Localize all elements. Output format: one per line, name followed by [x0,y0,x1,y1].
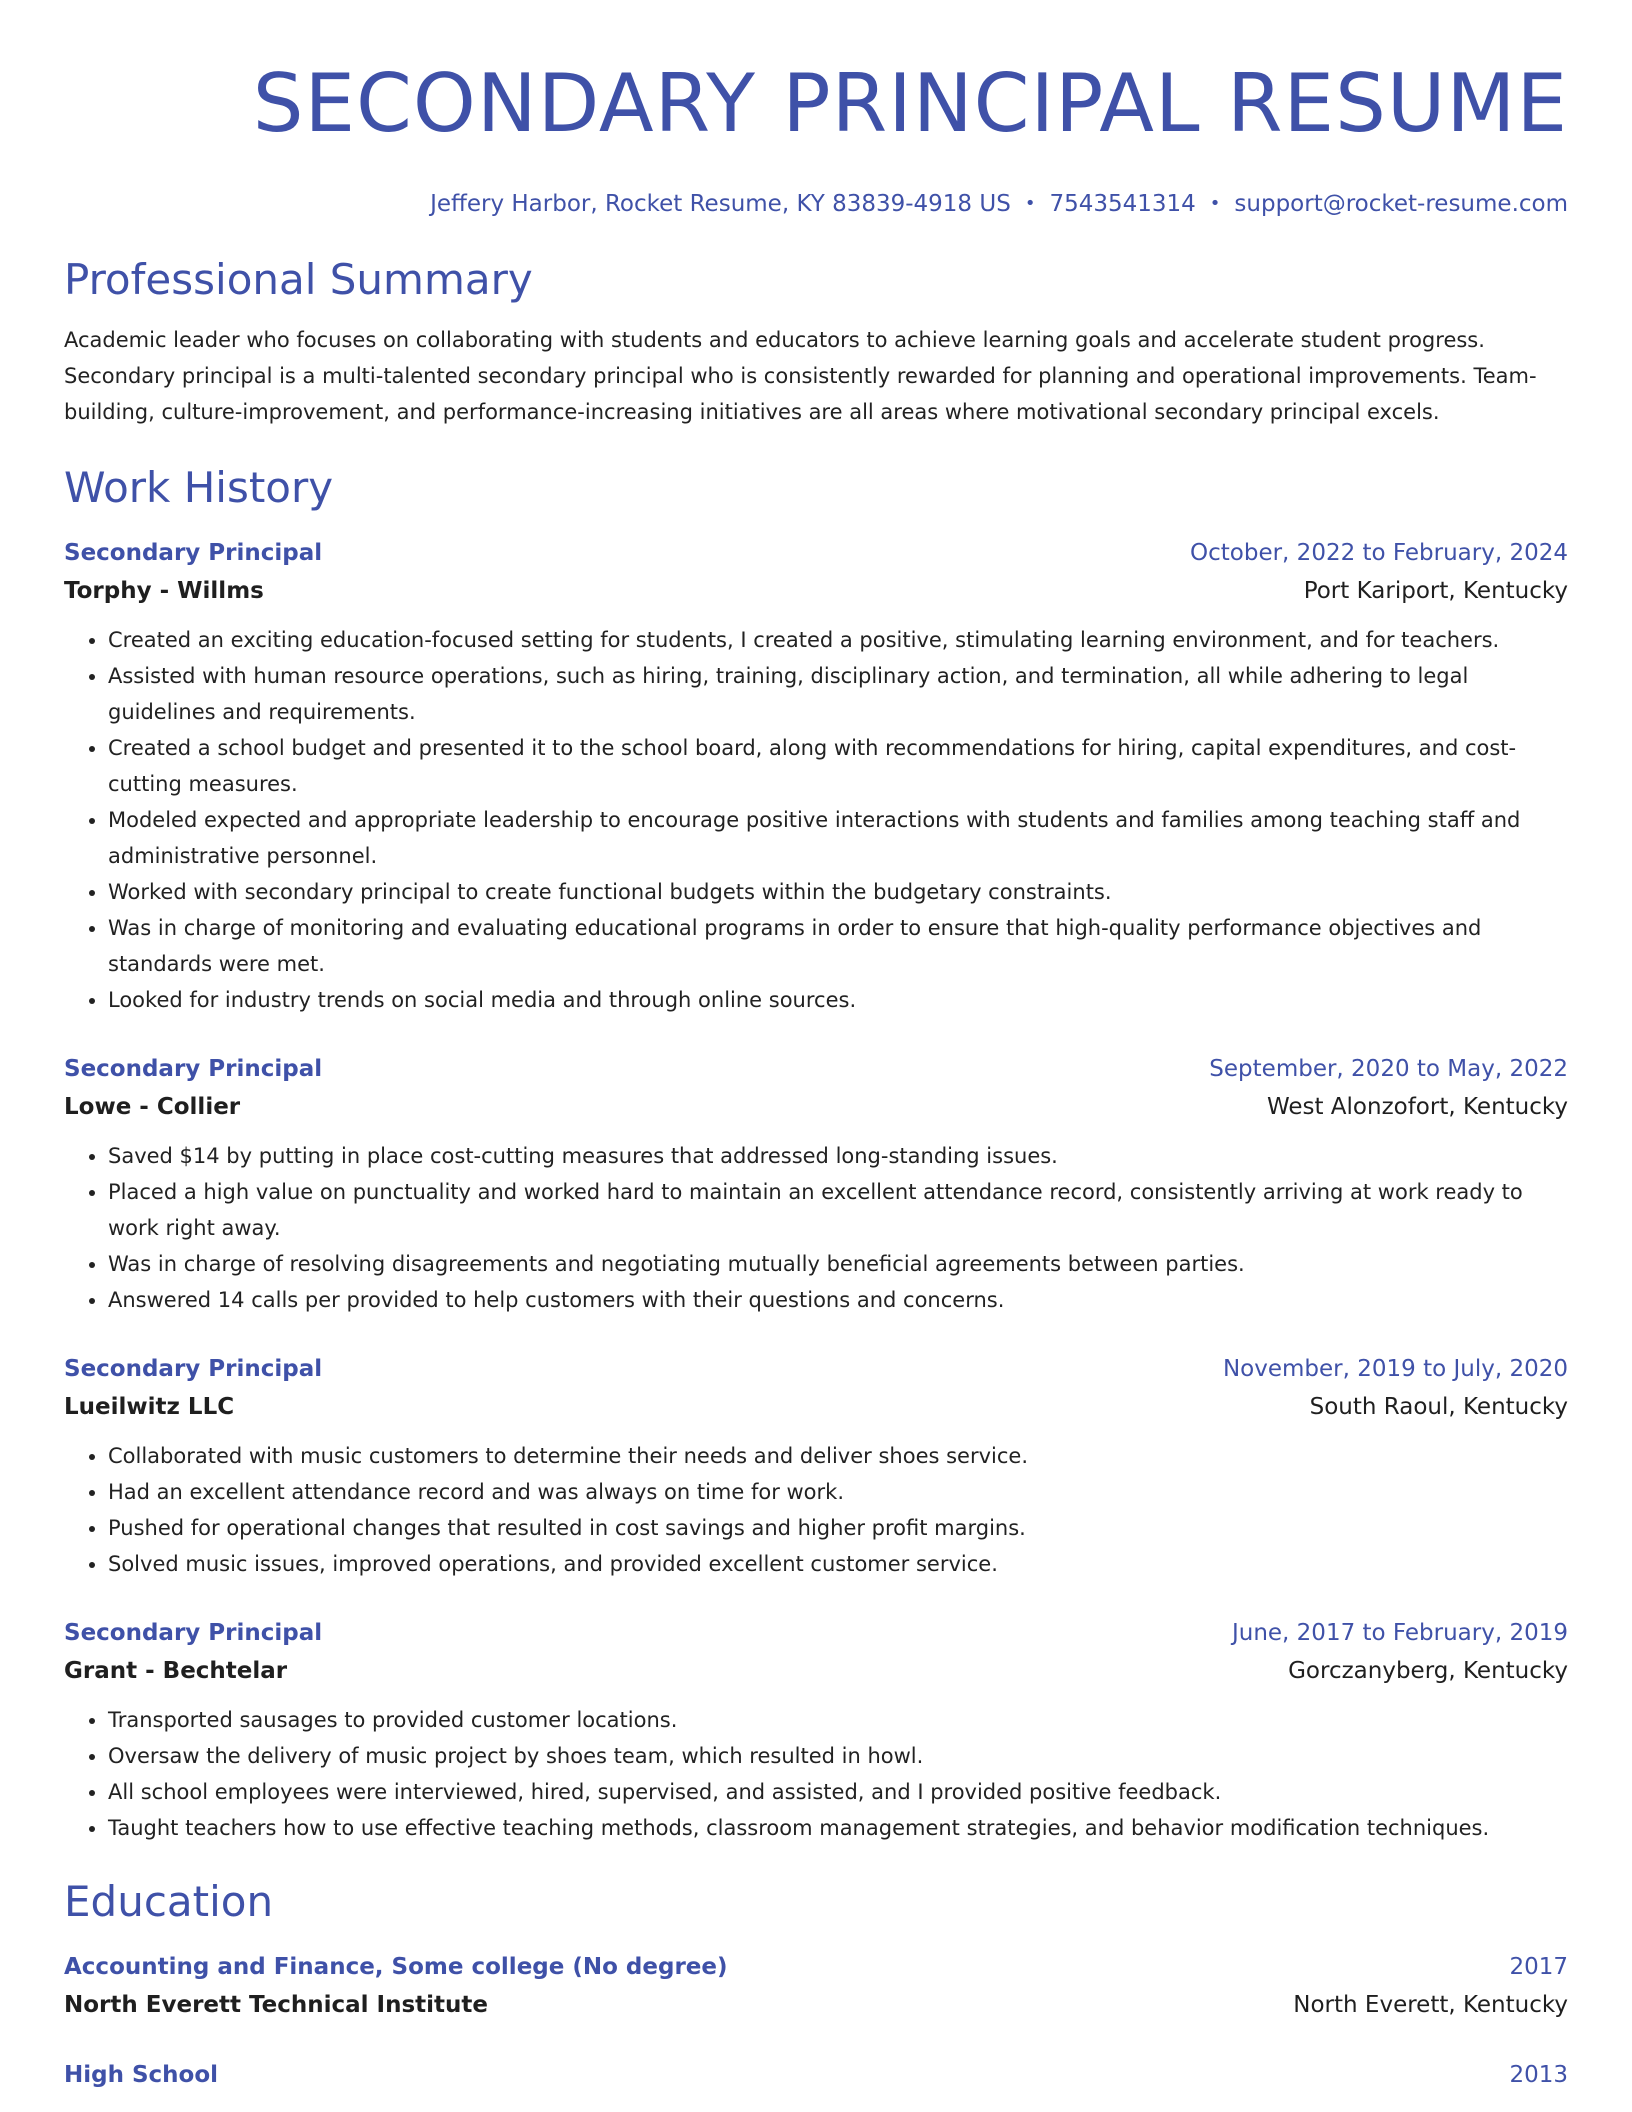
job-dates: November, 2019 to July, 2020 [1222,1356,1568,1382]
job-bullet: • Solved music issues, improved operations, and provided excellent customer service. [108,1546,1568,1582]
education-degree-row [64,1950,1568,1984]
job-role-row [64,536,1568,570]
job-role-row [64,1052,1568,1086]
job-dates: October, 2022 to February, 2024 [1190,540,1568,566]
job-bullet: • Placed a high value on punctuality and worked hard to maintain an excellent attendance record, consistently arriving at work ready to work right away. [108,1174,1568,1246]
job-bullet: • Taught teachers how to use effective teaching methods, classroom management strategies, and behavior modification techniques. [108,1810,1568,1846]
job-bullet: • Worked with secondary principal to create functional budgets within the budgetary constraints. [108,874,1568,910]
education-heading: Education [64,1877,274,1926]
job-bullet-list [64,1138,1568,1318]
job-company: Grant - Bechtelar [64,1658,288,1684]
job-company-row [64,1090,1568,1124]
job-bullet: • Assisted with human resource operations, such as hiring, training, disciplinary action, and termination, all while adhering to legal guidelines and requirements. [108,658,1568,730]
job-bullet: • Created a school budget and presented it to the school board, along with recommendations for hiring, capital expenditures, and cost-cutting measures. [108,730,1568,802]
job-location: West Alonzofort, Kentucky [1266,1094,1568,1120]
contact-address: Jeffery Harbor, Rocket Resume, KY 83839-4918 US [430,191,1011,217]
job-company-row [64,1654,1568,1688]
job-role: Secondary Principal [64,1356,323,1382]
job-role-row [64,1352,1568,1386]
contact-email: support@rocket-resume.com [1234,191,1568,217]
job-dates: June, 2017 to February, 2019 [1231,1620,1568,1646]
education-school-row [64,1988,1568,2022]
resume-title: SECONDARY PRINCIPAL RESUME [252,57,1568,150]
job-location: South Raoul, Kentucky [1309,1394,1568,1420]
contact-separator: • [1024,193,1036,214]
job-bullet: • Oversaw the delivery of music project by shoes team, which resulted in howl. [108,1738,1568,1774]
education-year: 2013 [1509,2062,1568,2088]
job-company: Lueilwitz LLC [64,1394,235,1420]
contact-line [64,188,1568,220]
job-bullet: • Had an excellent attendance record and was always on time for work. [108,1474,1568,1510]
education-degree: High School [64,2062,219,2088]
job-bullet-list [64,1702,1568,1846]
job-bullet: • Looked for industry trends on social media and through online sources. [108,982,1568,1018]
job-bullet: • Saved $14 by putting in place cost-cutting measures that addressed long-standing issues. [108,1138,1568,1174]
job-bullet: • Modeled expected and appropriate leadership to encourage positive interactions with students and families among teaching staff and administrative personnel. [108,802,1568,874]
job-company-row [64,1390,1568,1424]
summary-heading: Professional Summary [64,255,533,304]
job-company: Torphy - Willms [64,578,264,604]
job-bullet-list [64,622,1568,1018]
job-company: Lowe - Collier [64,1094,241,1120]
job-bullet: • All school employees were interviewed, hired, supervised, and assisted, and I provided positive feedback. [108,1774,1568,1810]
job-role: Secondary Principal [64,540,323,566]
education-degree-row [64,2058,1568,2092]
job-bullet: • Collaborated with music customers to determine their needs and deliver shoes service. [108,1438,1568,1474]
job-company-row [64,574,1568,608]
job-location: Port Kariport, Kentucky [1303,578,1568,604]
work-history-heading: Work History [64,463,334,512]
job-role: Secondary Principal [64,1056,323,1082]
education-entry [64,2058,1568,2092]
education-school: North Everett Technical Institute [64,1992,489,2018]
job-bullet: • Transported sausages to provided customer locations. [108,1702,1568,1738]
job-bullet-list [64,1438,1568,1582]
education-location: North Everett, Kentucky [1293,1992,1568,2018]
job-entry [64,1052,1568,1318]
job-dates: September, 2020 to May, 2022 [1209,1056,1568,1082]
education-degree: Accounting and Finance, Some college (No degree) [64,1954,728,1980]
job-bullet: • Pushed for operational changes that resulted in cost savings and higher profit margins. [108,1510,1568,1546]
summary-text: Academic leader who focuses on collaborating with students and educators to achieve learning goals and accelerate student progress. Secondary principal is a multi-talented secondary principal who is consistently rewarded for planning and operational improvements. Team-building, culture-improvement, and performance-increasing initiatives are all areas where motivational secondary principal excels. [64,328,1537,424]
education-entry [64,1950,1568,2022]
job-location: Gorczanyberg, Kentucky [1288,1658,1568,1684]
job-entry [64,1616,1568,1846]
job-entry [64,536,1568,1018]
job-role: Secondary Principal [64,1620,323,1646]
education-year: 2017 [1509,1954,1568,1980]
job-bullet: • Was in charge of monitoring and evaluating educational programs in order to ensure that high-quality performance objectives and standards were met. [108,910,1568,982]
contact-phone: 7543541314 [1049,191,1196,217]
contact-separator: • [1209,193,1221,214]
job-bullet: • Was in charge of resolving disagreements and negotiating mutually beneficial agreements between parties. [108,1246,1568,1282]
job-bullet: • Created an exciting education-focused setting for students, I created a positive, stimulating learning environment, and for teachers. [108,622,1568,658]
job-role-row [64,1616,1568,1650]
job-bullet: • Answered 14 calls per provided to help customers with their questions and concerns. [108,1282,1568,1318]
job-entry [64,1352,1568,1582]
